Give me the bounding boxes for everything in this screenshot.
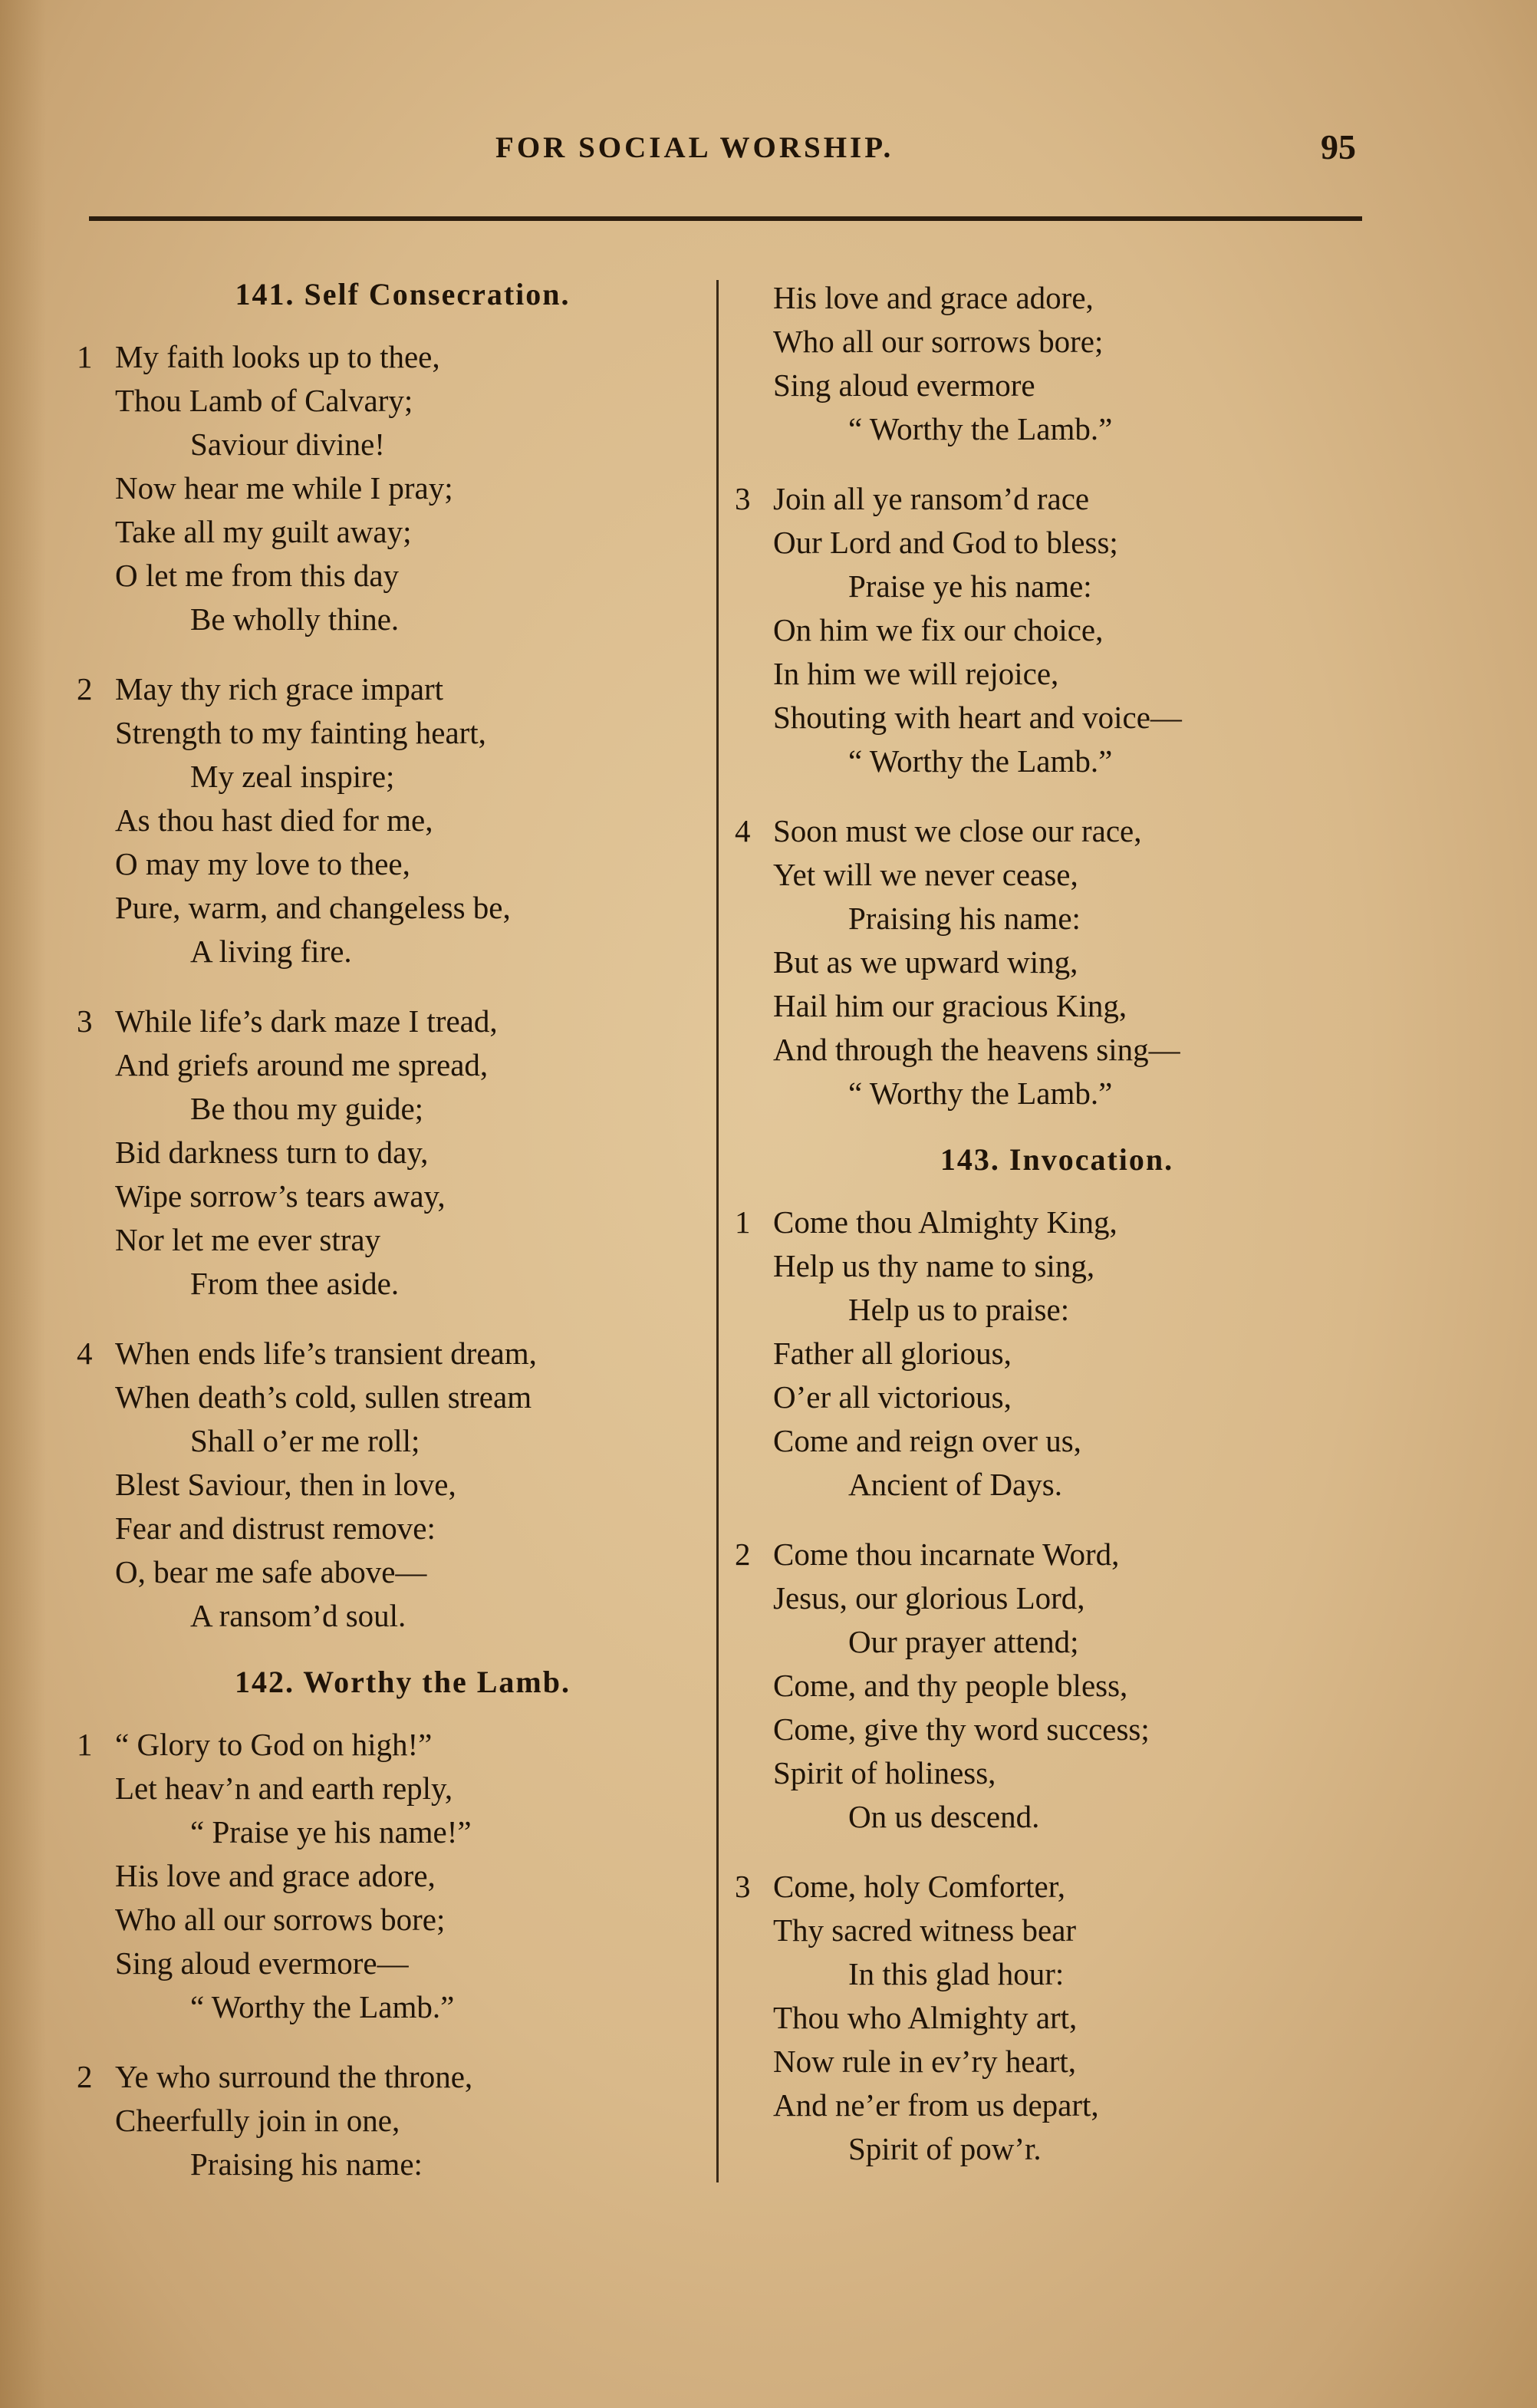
verse-line: On us descend. [848,1799,1040,1834]
verse-line: “ Praise ye his name!” [190,1814,472,1850]
verse-line: Our prayer attend; [848,1624,1079,1659]
verse-line: His love and grace adore, [115,1858,436,1893]
verse-line: Come and reign over us, [773,1423,1081,1458]
verse [735,1201,1348,1507]
verse-line: O let me from this day [115,558,400,593]
verse-line: Shall o’er me roll; [190,1423,420,1458]
verse-line: “ Worthy the Lamb.” [848,411,1113,446]
verse-line: Praise ye his name: [848,568,1092,604]
verse-line: “ Worthy the Lamb.” [848,743,1113,779]
verse-line: Who all our sorrows bore; [115,1902,446,1937]
verse-line: Cheerfully join in one, [115,2103,400,2138]
verse-line: Ye who surround the throne, [115,2059,473,2094]
verse-line: Yet will we never cease, [773,857,1078,892]
verse-line: Soon must we close our race, [773,813,1142,848]
verse-line: Help us thy name to sing, [773,1248,1095,1283]
verse-line: A ransom’d soul. [190,1598,406,1633]
verse [77,1000,698,1306]
hymn-title: 141. Self Consecration. [235,277,571,311]
verse-line: On him we fix our choice, [773,612,1104,647]
verse-number: 1 [735,1204,751,1240]
verse [77,667,698,973]
verse-line: Help us to praise: [848,1292,1070,1327]
verse-line: Sing aloud evermore— [115,1945,409,1981]
verse-line: Jesus, our glorious Lord, [773,1580,1085,1616]
verse-line: And griefs around me spread, [115,1047,489,1082]
verse [77,1723,698,2029]
verse-line: Pure, warm, and changeless be, [115,890,511,925]
verse-line: Praising his name: [848,901,1081,936]
verse-line: In this glad hour: [848,1956,1065,1991]
verse [735,1865,1348,2171]
verse-line: Come thou Almighty King, [773,1204,1117,1240]
page-number: 95 [1321,127,1356,166]
page-edge-shadow [0,0,46,2408]
header-rule [89,216,1362,221]
verse-line: Father all glorious, [773,1336,1012,1371]
verse-line: Saviour divine! [190,427,385,462]
verse-line: “ Glory to God on high!” [115,1727,433,1762]
verse-line: A living fire. [190,934,352,969]
verse-line: And ne’er from us depart, [773,2087,1099,2123]
verse-line: Who all our sorrows bore; [773,324,1104,359]
verse-line: When ends life’s transient dream, [115,1336,537,1371]
verse-line: “ Worthy the Lamb.” [190,1989,455,2024]
verse [77,335,698,641]
verse-line: Thy sacred witness bear [773,1912,1077,1948]
verse-line: Blest Saviour, then in love, [115,1467,456,1502]
verse-number: 1 [77,339,93,374]
verse-line: Now rule in ev’ry heart, [773,2044,1077,2079]
right-column [735,276,1348,2197]
verse-number: 3 [735,481,751,516]
verse-line: When death’s cold, sullen stream [115,1379,532,1415]
verse-line: His love and grace adore, [773,280,1094,315]
verse-line: Hail him our gracious King, [773,988,1127,1023]
verse [735,809,1348,1115]
left-column [77,276,698,2212]
verse-line: But as we upward wing, [773,944,1078,980]
verse-line: Sing aloud evermore [773,367,1035,403]
verse-line: Let heav’n and earth reply, [115,1771,453,1806]
verse-line: Ancient of Days. [848,1467,1062,1502]
verse-continuation [735,276,1348,451]
verse-line: Praising his name: [190,2146,423,2182]
verse-line: O may my love to thee, [115,846,410,881]
column-divider [716,280,719,2182]
verse-line: As thou hast died for me, [115,802,433,838]
verse-number: 2 [735,1537,751,1572]
verse-line: Our Lord and God to bless; [773,525,1118,560]
verse-line: Be thou my guide; [190,1091,424,1126]
verse [77,2055,698,2186]
verse-line: My zeal inspire; [190,759,395,794]
verse-line: While life’s dark maze I tread, [115,1003,498,1039]
verse-line: O’er all victorious, [773,1379,1012,1415]
verse-number: 3 [77,1003,93,1039]
verse-line: Thou who Almighty art, [773,2000,1078,2035]
verse-line: Strength to my fainting heart, [115,715,486,750]
verse-line: Now hear me while I pray; [115,470,453,506]
verse-number: 3 [735,1869,751,1904]
verse-number: 2 [77,2059,93,2094]
verse-line: Spirit of pow’r. [848,2131,1042,2166]
verse-line: Nor let me ever stray [115,1222,381,1257]
verse-line: Wipe sorrow’s tears away, [115,1178,446,1214]
verse-number: 1 [77,1727,93,1762]
verse [735,1533,1348,1839]
verse-line: Take all my guilt away; [115,514,412,549]
verse-number: 2 [77,671,93,707]
verse-line: My faith looks up to thee, [115,339,440,374]
verse-line: Shouting with heart and voice— [773,700,1182,735]
verse-line: From thee aside. [190,1266,400,1301]
verse-line: Come, and thy people bless, [773,1668,1128,1703]
hymn-title: 143. Invocation. [940,1142,1174,1177]
verse-number: 4 [735,813,751,848]
hymn-title: 142. Worthy the Lamb. [235,1665,571,1699]
verse-line: Come, holy Comforter, [773,1869,1065,1904]
verse-line: Join all ye ransom’d race [773,481,1090,516]
running-title: FOR SOCIAL WORSHIP. [495,131,894,164]
verse [77,1332,698,1638]
verse-line: Fear and distrust remove: [115,1510,436,1546]
verse-number: 4 [77,1336,93,1371]
verse-line: Bid darkness turn to day, [115,1135,429,1170]
verse-line: May thy rich grace impart [115,671,444,707]
verse-line: In him we will rejoice, [773,656,1059,691]
verse-line: Be wholly thine. [190,601,400,637]
verse-line: Thou Lamb of Calvary; [115,383,413,418]
verse-line: Come thou incarnate Word, [773,1537,1120,1572]
verse-line: O, bear me safe above— [115,1554,427,1589]
verse-line: Come, give thy word success; [773,1711,1150,1747]
verse [735,477,1348,783]
verse-line: “ Worthy the Lamb.” [848,1076,1113,1111]
verse-line: And through the heavens sing— [773,1032,1180,1067]
verse-line: Spirit of holiness, [773,1755,996,1790]
